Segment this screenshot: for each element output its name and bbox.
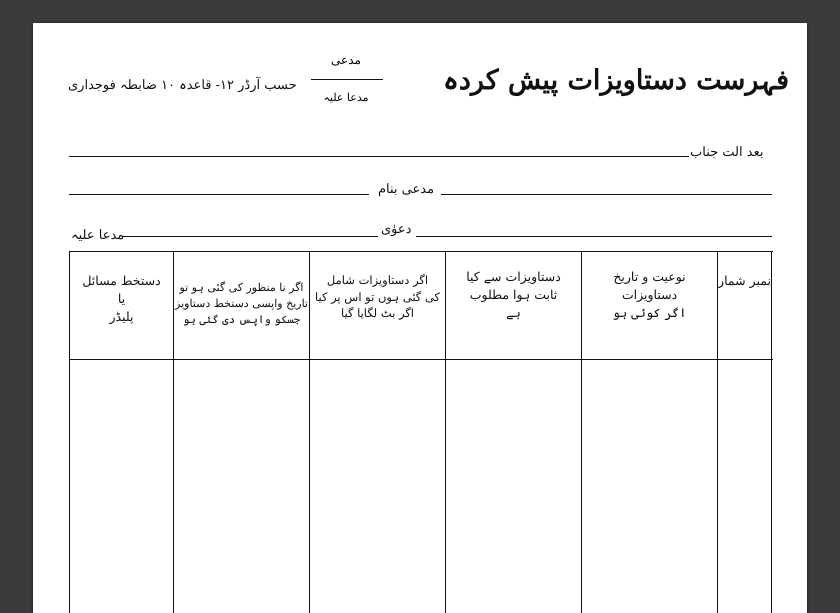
documents-table: [69, 251, 773, 613]
party-fraction: [303, 53, 389, 105]
court-fill-line: [69, 156, 689, 157]
suit-label: دعوٰی: [381, 222, 412, 237]
plaintiff-label: مدعی: [331, 53, 361, 67]
defendant-field-label: مدعا علیہ: [71, 228, 125, 243]
header-admitted: اگر دستاویزات شامل کی گئی ہوں تو اس پر کیا اگر بٹ لگایا گیا: [314, 273, 441, 321]
court-label: بعد الت جناب: [690, 145, 764, 160]
versus-label: مدعی بنام: [378, 182, 435, 197]
suit-fill-line: [416, 236, 772, 237]
header-nature-date: نوعیت و تاریخ دستاویزات اگر کوئی ہو: [612, 269, 687, 321]
versus-fill-line: [441, 194, 772, 195]
header-purpose: دستاویزات سے کیا ثابت ہوا مطلوب ہے: [466, 269, 561, 321]
defendant-fill-line: [123, 236, 378, 237]
header-serial-number: نمبر شمار: [718, 273, 771, 288]
rule-reference: حسب آرڈر ۱۲- قاعدہ ۱۰ ضابطہ فوجداری: [68, 78, 297, 93]
defendant-label: مدعا علیہ: [323, 91, 369, 104]
header-signature: دستخط مسائل یا پلیڈر: [82, 273, 161, 325]
header-rejected: اگر نا منظور کی گئی ہو تو تاریخ واپسی دستخط دستاویز جسکو واپس دی گئی ہو: [175, 281, 308, 326]
plaintiff-fill-line: [69, 194, 369, 195]
form-title: فہرست دستاویزات پیش کردہ: [443, 65, 790, 96]
header-separator: [70, 359, 773, 360]
fraction-bar: [311, 79, 383, 80]
document-page: [33, 23, 807, 613]
